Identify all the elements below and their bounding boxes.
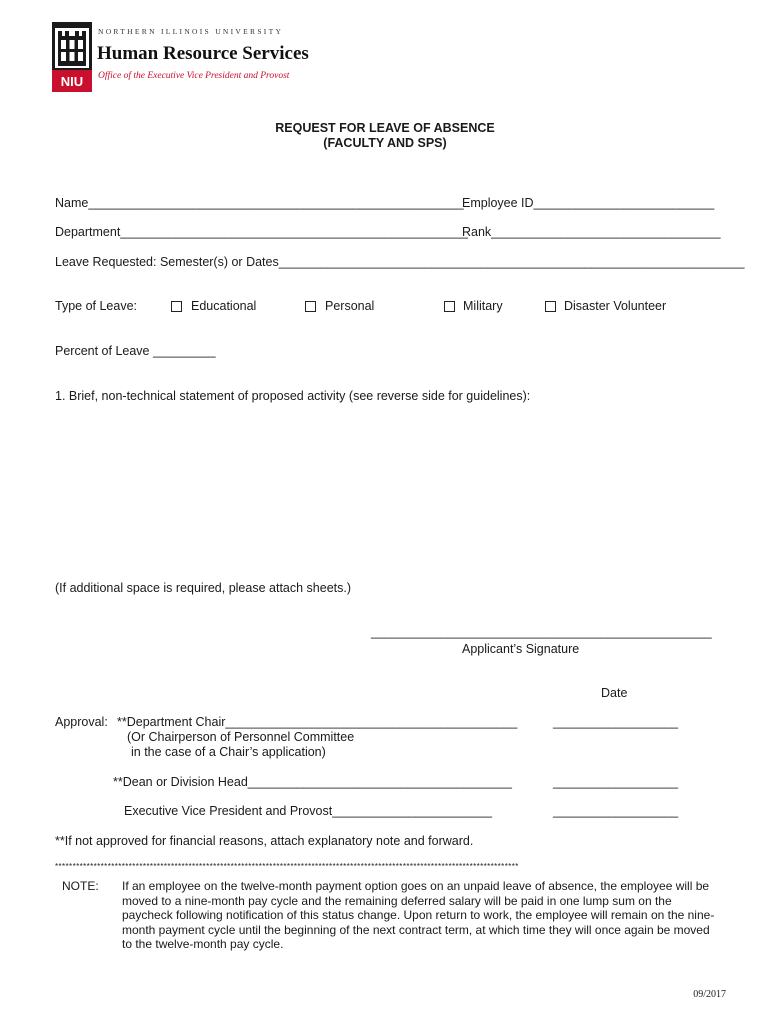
chair-note-line2: in the case of a Chair’s application) [131, 745, 326, 759]
chair-note-line1: (Or Chairperson of Personnel Committee [127, 730, 355, 744]
educational-checkbox[interactable] [171, 301, 182, 312]
department-chair-field[interactable]: **Department Chair__________________________________________ [117, 715, 518, 729]
department-field[interactable]: Department__________________________________________________ [55, 225, 468, 239]
additional-space-note: (If additional space is required, please attach sheets.) [55, 581, 352, 595]
military-label: Military [463, 299, 503, 313]
rank-field[interactable]: Rank_________________________________ [462, 225, 721, 239]
date-column-label: Date [601, 686, 628, 700]
statement-area[interactable] [55, 408, 715, 568]
revision-date: 09/2017 [693, 989, 726, 1000]
approval-label: Approval: [55, 715, 108, 729]
statement-prompt: 1. Brief, non-technical statement of proposed activity (see reverse side for guidelines): [55, 389, 531, 403]
military-checkbox[interactable] [444, 301, 455, 312]
university-name: NORTHERN ILLINOIS UNIVERSITY [98, 27, 284, 36]
employee-id-field[interactable]: Employee ID__________________________ [462, 196, 715, 210]
disaster-volunteer-checkbox[interactable] [545, 301, 556, 312]
note-label: NOTE: [62, 879, 99, 893]
evp-provost-field[interactable]: Executive Vice President and Provost_______________________ [124, 804, 493, 818]
logo-text: NIU [60, 74, 84, 89]
percent-of-leave-field[interactable]: Percent of Leave _________ [55, 344, 216, 358]
name-field[interactable]: Name______________________________________________________ [55, 196, 464, 210]
form-title: REQUEST FOR LEAVE OF ABSENCE [275, 121, 495, 135]
separator-line: ************************************************************************************************************************************ [55, 862, 519, 871]
niu-logo-icon [52, 22, 92, 92]
personal-label: Personal [325, 299, 375, 313]
department-name: Human Resource Services [97, 43, 309, 64]
dean-date[interactable]: __________________ [553, 775, 679, 789]
signature-label: Applicant’s Signature [462, 642, 580, 656]
dean-field[interactable]: **Dean or Division Head______________________________________ [113, 775, 512, 789]
form-subtitle: (FACULTY AND SPS) [323, 136, 447, 150]
leave-requested-field[interactable]: Leave Requested: Semester(s) or Dates___________________________________________________________________ [55, 255, 745, 269]
signature-line[interactable]: _________________________________________________ [371, 625, 712, 639]
educational-label: Educational [191, 299, 257, 313]
note-text: If an employee on the twelve-month payment option goes on an unpaid leave of absence, the employee will be moved to a nine-month pay cycle and the remaining deferred salary will be paid in one lump sum on the paycheck following notification of this status change. Upon return to work, the employee will remain on the nine-month payment cycle until the beginning of the next contract term, at which time they will once again be moved to the twelve-month pay cycle. [122, 879, 715, 951]
financial-note: **If not approved for financial reasons, attach explanatory note and forward. [55, 834, 474, 848]
personal-checkbox[interactable] [305, 301, 316, 312]
evp-provost-date[interactable]: __________________ [553, 804, 679, 818]
type-of-leave-label: Type of Leave: [55, 299, 138, 313]
department-chair-date[interactable]: __________________ [553, 715, 679, 729]
disaster-volunteer-label: Disaster Volunteer [564, 299, 667, 313]
office-name: Office of the Executive Vice President and Provost [98, 71, 290, 81]
